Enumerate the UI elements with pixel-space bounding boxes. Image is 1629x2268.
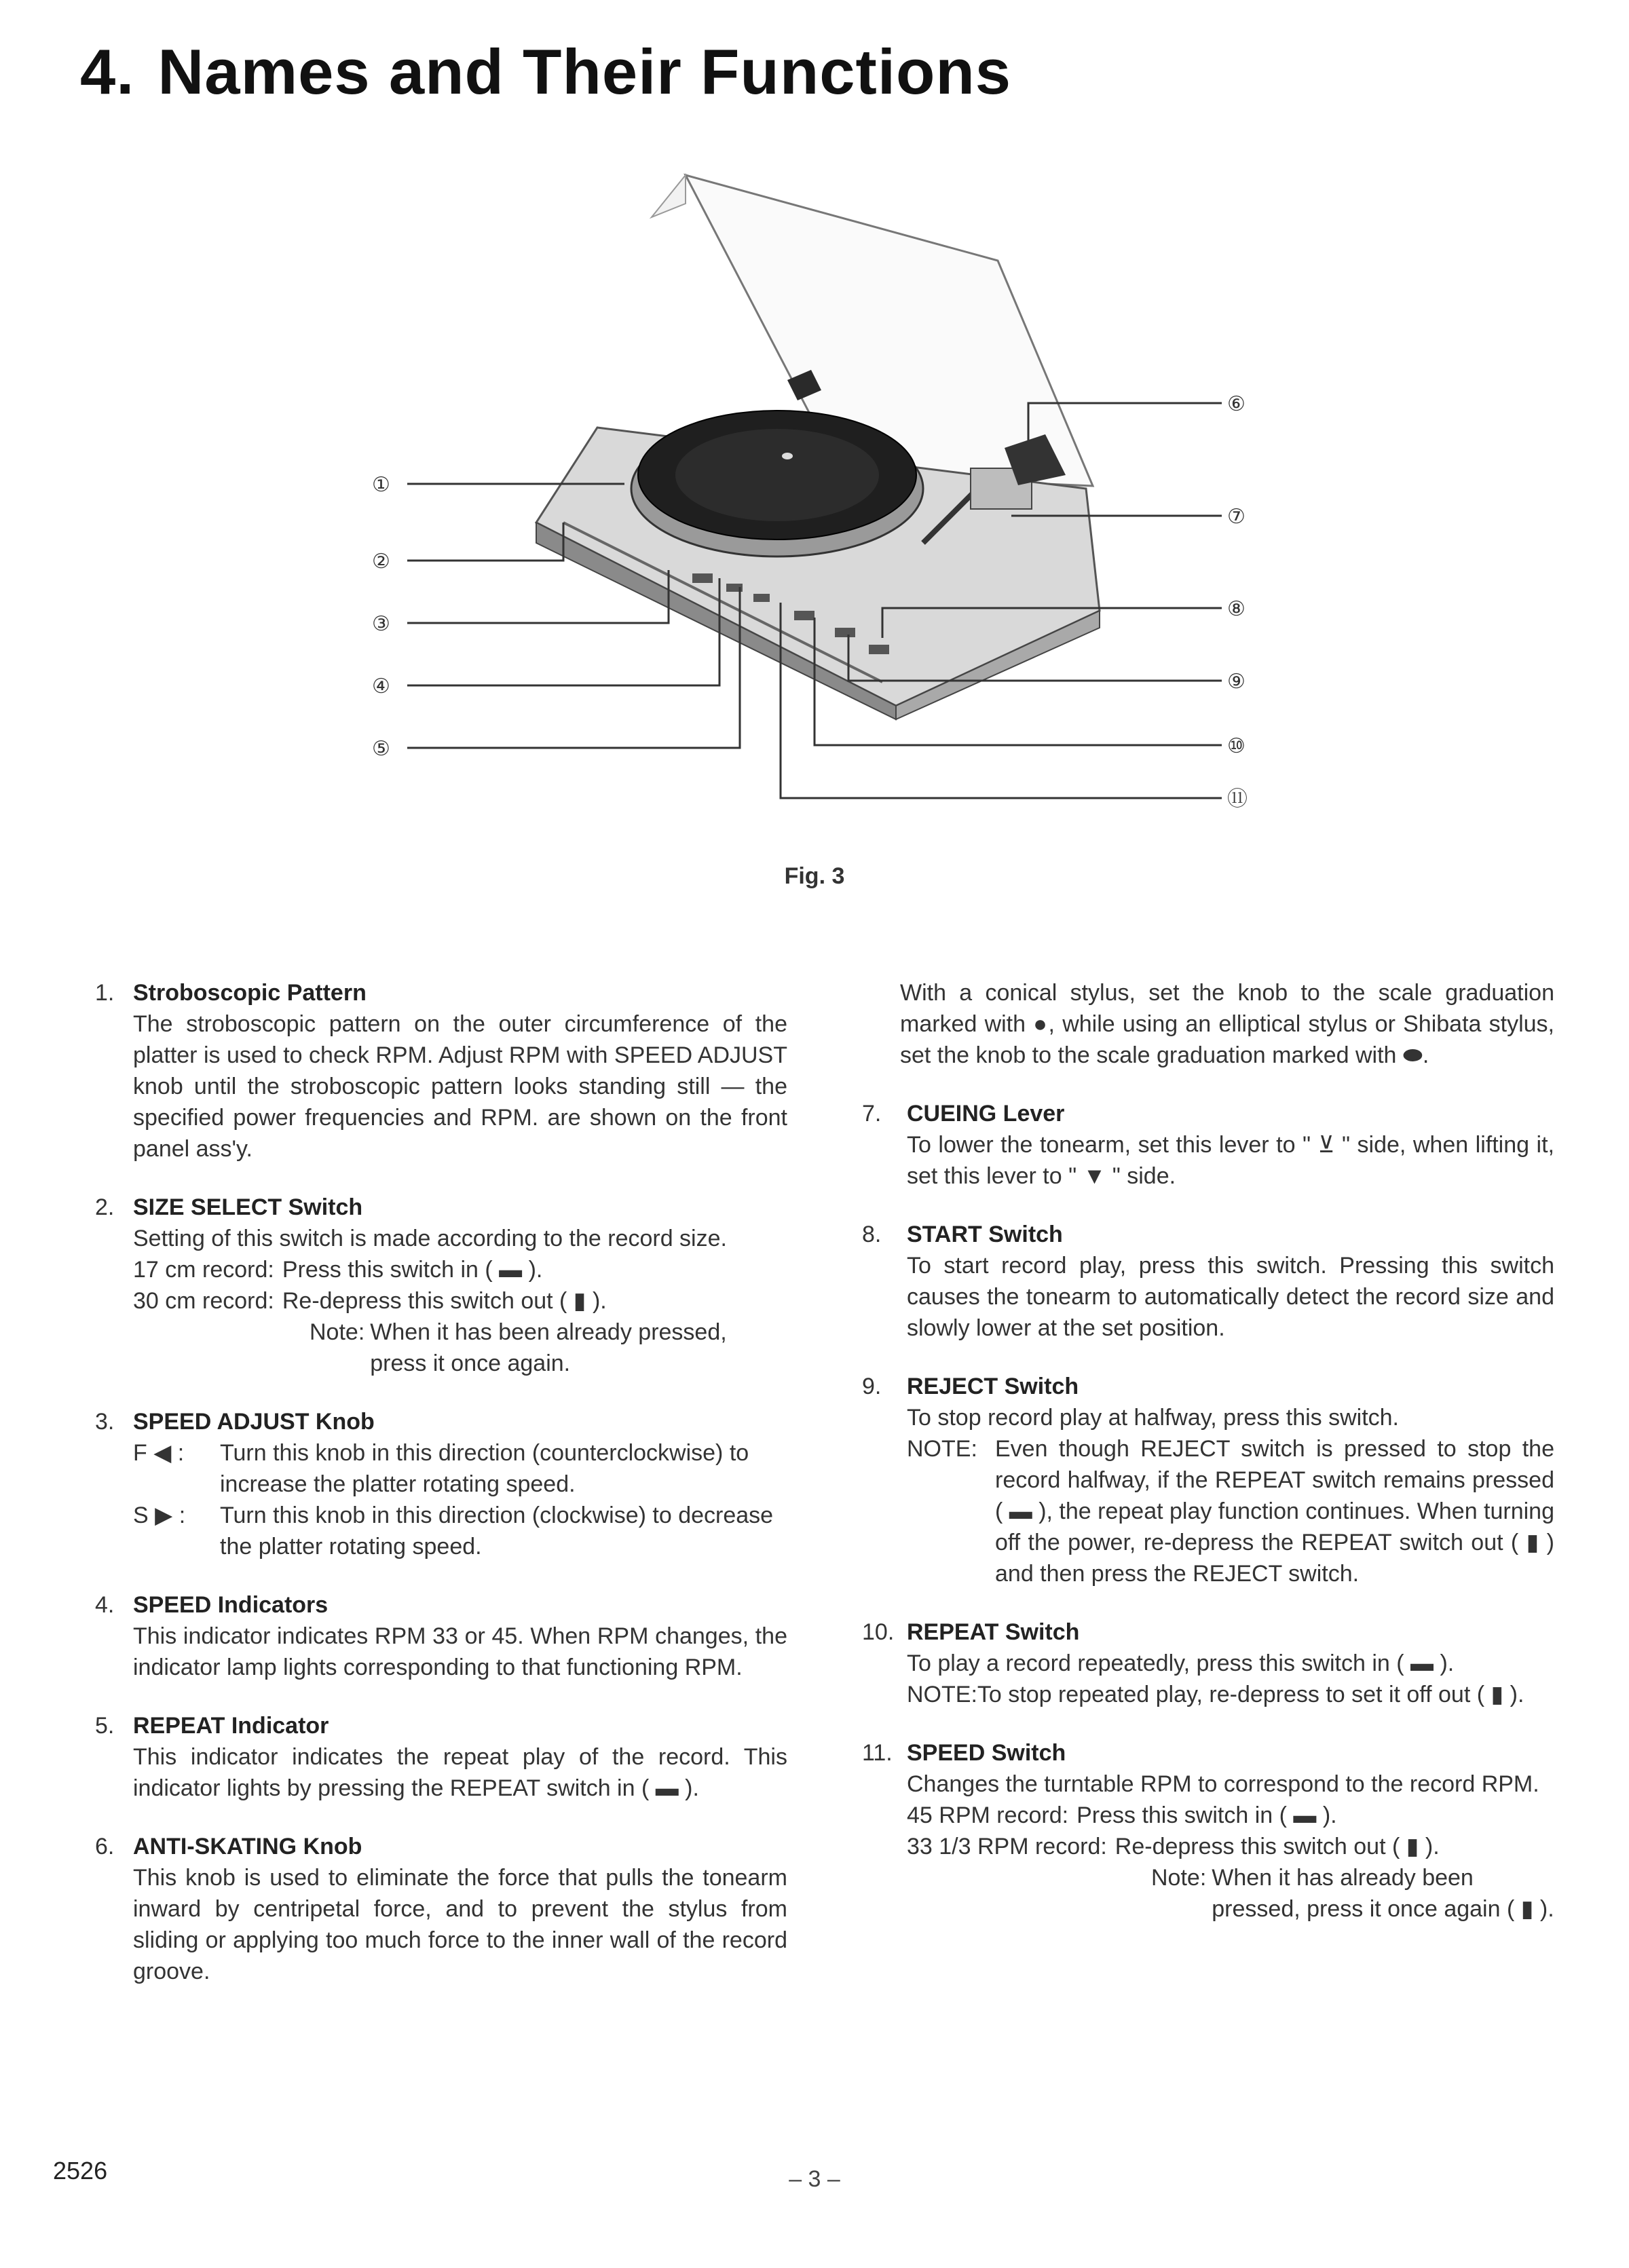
item-anti-skating-knob bbox=[95, 1831, 787, 1987]
anti-skating-continuation bbox=[862, 977, 1554, 1071]
item-number: 4. bbox=[95, 1592, 115, 1618]
callout-10: ⑩ bbox=[1227, 734, 1246, 758]
item-number: 10. bbox=[862, 1619, 895, 1645]
callout-4: ④ bbox=[372, 675, 390, 698]
speed-row-33 bbox=[907, 1831, 1554, 1862]
item-number: 7. bbox=[862, 1101, 882, 1127]
item-repeat-indicator bbox=[95, 1710, 787, 1804]
note-text: Even though REJECT switch is pressed to stop the record halfway, if the REPEAT switch remains pressed ( ▬ ), the repeat play function continues. When turning off the power, re-depress the REPEAT switch out ( ▮ ) and then press the REJECT switch. bbox=[995, 1436, 1555, 1587]
section-title: Names and Their Functions bbox=[157, 36, 1012, 107]
row-label: 17 cm record: bbox=[133, 1257, 274, 1283]
item-body: The stroboscopic pattern on the outer circumference of the platter is used to check RPM. Adjust RPM with SPEED ADJUST knob until the stroboscopic pattern looks standing still — the specified power frequencies and RPM. are shown on the front panel ass'y. bbox=[133, 1011, 787, 1162]
item-number: 5. bbox=[95, 1713, 115, 1739]
note-text: To stop repeated play, re-depress to set it off out ( ▮ ). bbox=[977, 1682, 1524, 1707]
row-label: 33 1/3 RPM record: bbox=[907, 1834, 1107, 1859]
item-title: CUEING Lever bbox=[907, 1101, 1065, 1127]
left-column bbox=[95, 977, 787, 2014]
item-number: 2. bbox=[95, 1194, 115, 1220]
callout-8: ⑧ bbox=[1227, 597, 1246, 621]
callout-6: ⑥ bbox=[1227, 392, 1246, 416]
callout-1: ① bbox=[372, 473, 390, 497]
note-label: Note: bbox=[1151, 1865, 1207, 1891]
item-repeat-switch bbox=[862, 1617, 1554, 1710]
item-title: SPEED ADJUST Knob bbox=[133, 1409, 375, 1435]
figure-caption: Fig. 3 bbox=[784, 863, 845, 889]
item-title: Stroboscopic Pattern bbox=[133, 980, 367, 1006]
item-title: REPEAT Indicator bbox=[133, 1713, 329, 1739]
row-text: Turn this knob in this direction (counterclockwise) to increase the platter rotating speed. bbox=[220, 1440, 749, 1497]
item-body: To play a record repeatedly, press this switch in ( ▬ ). bbox=[907, 1650, 1455, 1676]
item-size-select-switch bbox=[95, 1192, 787, 1379]
size-row-30cm bbox=[133, 1285, 787, 1317]
size-row-17cm bbox=[133, 1254, 787, 1285]
item-reject-switch bbox=[862, 1371, 1554, 1589]
item-body-continued: With a conical stylus, set the knob to the scale graduation marked with ●, while using an elliptical stylus or Shibata stylus, set the knob to the scale graduation marked with ⬬. bbox=[900, 980, 1554, 1068]
document-number: 2526 bbox=[53, 2157, 108, 2185]
row-text: Press this switch in ( ▬ ). bbox=[282, 1257, 543, 1283]
callout-2: ② bbox=[372, 550, 390, 573]
note-label: NOTE: bbox=[907, 1436, 977, 1462]
row-label: F ◀ : bbox=[133, 1440, 185, 1466]
item-title: REPEAT Switch bbox=[907, 1619, 1080, 1645]
speed-note bbox=[907, 1862, 1554, 1925]
repeat-note bbox=[907, 1679, 1554, 1710]
adjust-row-f bbox=[133, 1437, 787, 1500]
row-text: Turn this knob in this direction (clockwise) to decrease the platter rotating speed. bbox=[220, 1502, 774, 1560]
item-body: This indicator indicates the repeat play of the record. This indicator lights by pressing the REPEAT switch in ( ▬ ). bbox=[133, 1744, 787, 1801]
item-title: SIZE SELECT Switch bbox=[133, 1194, 363, 1220]
item-speed-switch bbox=[862, 1737, 1554, 1925]
item-body: Changes the turntable RPM to correspond to the record RPM. bbox=[907, 1771, 1539, 1797]
row-label: 45 RPM record: bbox=[907, 1802, 1069, 1828]
item-speed-indicators bbox=[95, 1589, 787, 1683]
speed-row-45 bbox=[907, 1800, 1554, 1831]
callout-7: ⑦ bbox=[1227, 505, 1246, 529]
row-label: S ▶ : bbox=[133, 1502, 186, 1528]
note-label: NOTE: bbox=[907, 1682, 977, 1707]
item-title: SPEED Indicators bbox=[133, 1592, 329, 1618]
item-body: This indicator indicates RPM 33 or 45. When RPM changes, the indicator lamp lights corresponding to that functioning RPM. bbox=[133, 1623, 787, 1680]
item-number: 9. bbox=[862, 1374, 882, 1399]
note-text: When it has been already pressed, press it once again. bbox=[370, 1319, 727, 1376]
item-speed-adjust-knob bbox=[95, 1406, 787, 1562]
item-title: SPEED Switch bbox=[907, 1740, 1066, 1766]
callout-11: ⑪ bbox=[1227, 787, 1248, 811]
adjust-row-s bbox=[133, 1500, 787, 1562]
section-number: 4. bbox=[80, 36, 135, 107]
item-stroboscopic-pattern bbox=[95, 977, 787, 1165]
item-number: 3. bbox=[95, 1409, 115, 1435]
item-number: 8. bbox=[862, 1222, 882, 1247]
row-label: 30 cm record: bbox=[133, 1288, 274, 1314]
item-number: 11. bbox=[862, 1740, 893, 1766]
turntable-figure bbox=[0, 0, 1629, 842]
size-note bbox=[133, 1317, 787, 1379]
row-text: Press this switch in ( ▬ ). bbox=[1076, 1802, 1337, 1828]
item-cueing-lever bbox=[862, 1098, 1554, 1192]
item-title: ANTI-SKATING Knob bbox=[133, 1834, 362, 1859]
item-body: To stop record play at halfway, press this switch. bbox=[907, 1405, 1400, 1431]
callout-3: ③ bbox=[372, 612, 390, 636]
page-number: – 3 – bbox=[789, 2166, 840, 2192]
right-column bbox=[862, 977, 1554, 1952]
item-body: To start record play, press this switch. Pressing this switch causes the tonearm to automatically detect the record size and slowly lower at the set position. bbox=[907, 1253, 1554, 1341]
item-body: Setting of this switch is made according to the record size. bbox=[133, 1226, 727, 1251]
callout-5: ⑤ bbox=[372, 737, 390, 761]
item-title: START Switch bbox=[907, 1222, 1063, 1247]
row-text: Re-depress this switch out ( ▮ ). bbox=[282, 1288, 607, 1314]
note-text: When it has already been pressed, press it once again ( ▮ ). bbox=[1212, 1865, 1554, 1922]
item-body: To lower the tonearm, set this lever to " ⊻ " side, when lifting it, set this lever to " ▼ " side. bbox=[907, 1132, 1554, 1189]
item-number: 6. bbox=[95, 1834, 115, 1859]
item-start-switch bbox=[862, 1219, 1554, 1344]
row-text: Re-depress this switch out ( ▮ ). bbox=[1115, 1834, 1440, 1859]
callout-9: ⑨ bbox=[1227, 670, 1246, 694]
item-number: 1. bbox=[95, 980, 115, 1006]
item-body: This knob is used to eliminate the force that pulls the tonearm inward by centripetal force, and to prevent the stylus from sliding or applying too much force to the inner wall of the record groove. bbox=[133, 1865, 787, 1984]
reject-note bbox=[907, 1433, 1554, 1589]
item-title: REJECT Switch bbox=[907, 1374, 1079, 1399]
note-label: Note: bbox=[310, 1319, 365, 1345]
